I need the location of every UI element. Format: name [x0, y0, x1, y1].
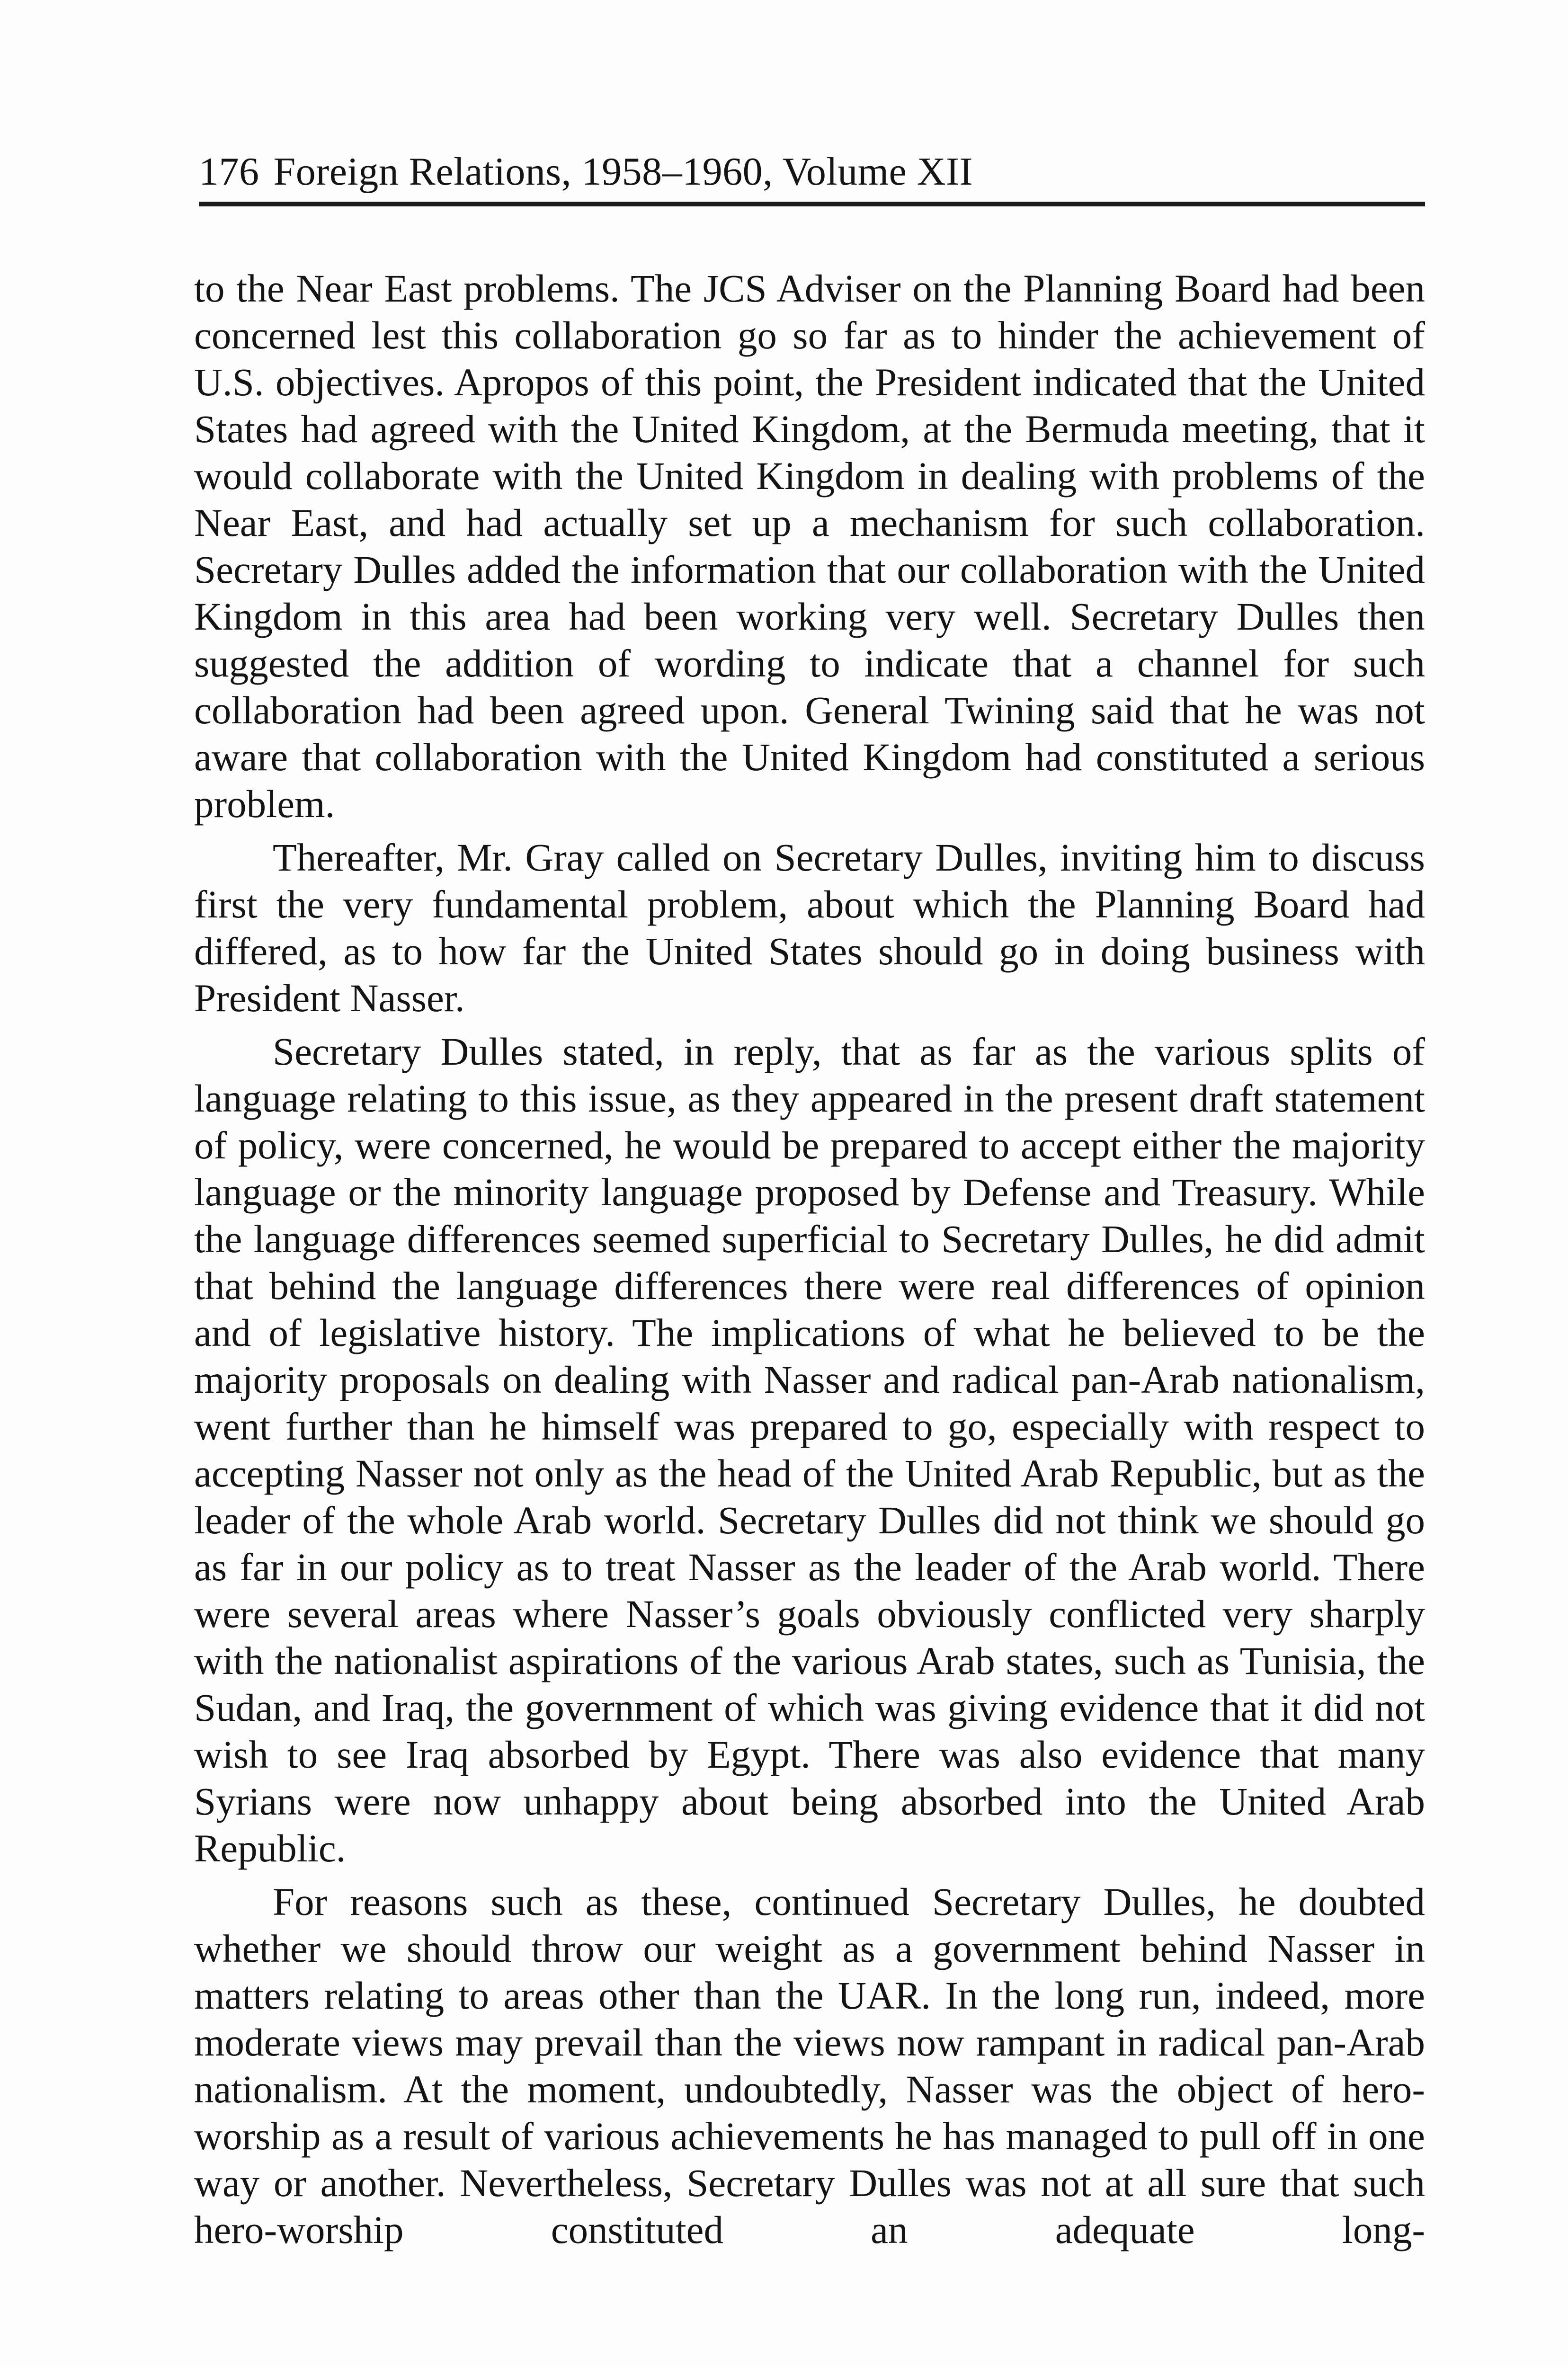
running-head	[199, 146, 973, 198]
running-title: Foreign Relations, 1958–1960, Volume XII	[273, 150, 973, 194]
page-number: 176	[199, 150, 259, 194]
paragraph-4: For reasons such as these, continued Secretary Dulles, he doubted whether we should throw our weight as a government behind Nasser in matters relating to areas other than the UAR. In the long run, indeed, more moderate views may prevail than the views now rampant in radical pan-Arab nationalism. At the moment, undoubtedly, Nasser was the object of hero-worship as a result of various achievements he has managed to pull off in one way or another. Nevertheless, Secretary Dulles was not at all sure that such hero-worship constituted an adequate long-	[194, 1880, 1425, 2251]
body-text	[194, 265, 1425, 2260]
paragraph-2: Thereafter, Mr. Gray called on Secretary Dulles, inviting him to discuss first the very fundamental problem, about which the Planning Board had differed, as to how far the United States should go in doing business with President Nasser.	[194, 836, 1425, 1020]
paragraph-1: to the Near East problems. The JCS Adviser on the Planning Board had been concerned lest this collaboration go so far as to hinder the achievement of U.S. objectives. Apropos of this point, the President indicated that the United States had agreed with the United Kingdom, at the Bermuda meeting, that it would collaborate with the United Kingdom in dealing with problems of the Near East, and had actually set up a mechanism for such collaboration. Secretary Dulles added the information that our collaboration with the United Kingdom in this area had been working very well. Secretary Dulles then suggested the addition of wording to indicate that a channel for such collaboration had been agreed upon. General Twining said that he was not aware that collaboration with the United Kingdom had constituted a serious problem.	[194, 267, 1425, 826]
header-rule	[199, 202, 1425, 206]
page-header	[199, 146, 1425, 207]
paragraph-3: Secretary Dulles stated, in reply, that as far as the various splits of language relating to this issue, as they appeared in the present draft statement of policy, were concerned, he would be prepared to accept either the majority language or the minority language proposed by Defense and Treasury. While the language differences seemed superficial to Secretary Dulles, he did admit that behind the language differences there were real differences of opinion and of legislative history. The implications of what he believed to be the majority proposals on dealing with Nasser and radical pan-Arab nationalism, went further than he himself was prepared to go, especially with respect to accepting Nasser not only as the head of the United Arab Republic, but as the leader of the whole Arab world. Secretary Dulles did not think we should go as far in our policy as to treat Nasser as the leader of the Arab world. There were several areas where Nasser’s goals obviously conflicted very sharply with the nationalist aspirations of the various Arab states, such as Tunisia, the Sudan, and Iraq, the government of which was giving evidence that it did not wish to see Iraq absorbed by Egypt. There was also evidence that many Syrians were now unhappy about being absorbed into the United Arab Republic.	[194, 1030, 1425, 1870]
